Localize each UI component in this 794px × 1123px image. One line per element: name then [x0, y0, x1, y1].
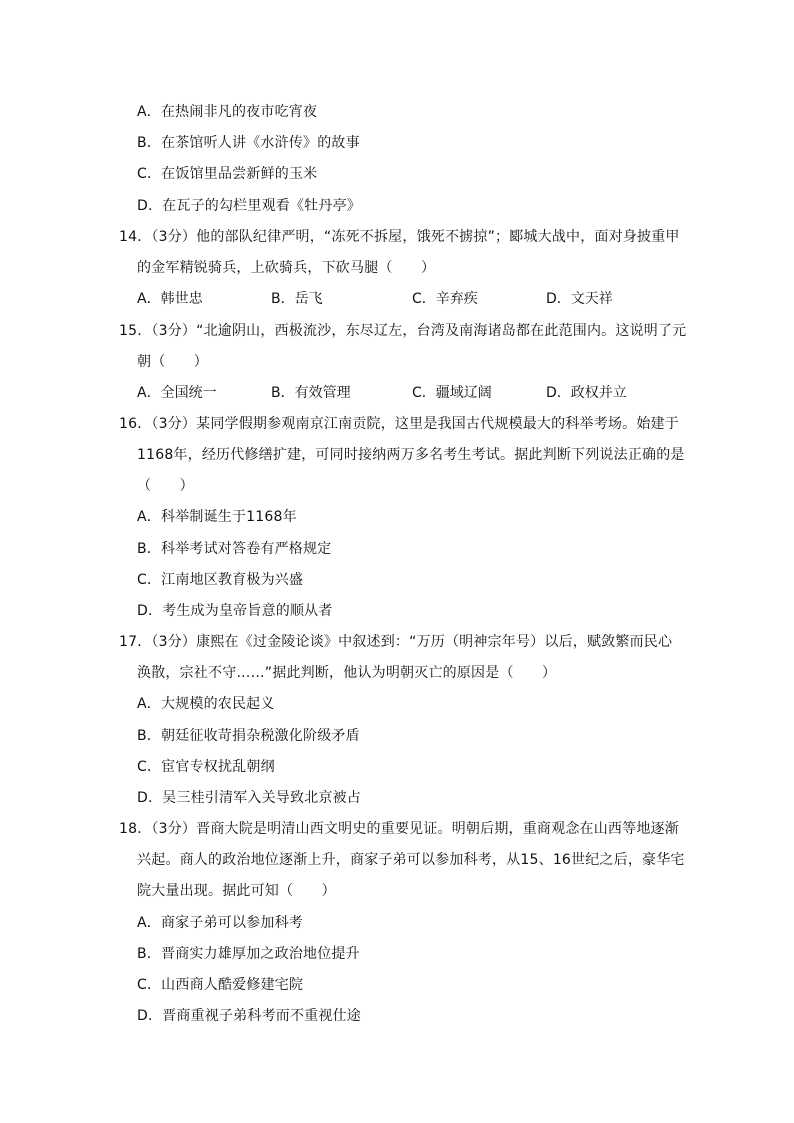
q14-option-a: A．韩世忠	[137, 291, 203, 307]
q18-stem-line-1: 18．（3分）晋商大院是明清山西文明史的重要见证。明朝后期，重商观念在山西等地逐渐	[119, 821, 679, 837]
q17-option-d: D．吴三桂引清军入关导致北京被占	[137, 790, 361, 806]
q15-stem-line-2: 朝（ ）	[137, 354, 208, 370]
q13-option-a: A．在热闹非凡的夜市吃宵夜	[137, 104, 318, 120]
q15-options-row	[0, 383, 794, 403]
q16-stem-line-3: （ ）	[137, 478, 194, 494]
q16-option-a: A．科举制诞生于1168年	[137, 509, 297, 525]
q14-stem-line-2: 的金军精锐骑兵，上砍骑兵，下砍马腿（ ）	[137, 260, 436, 276]
q18-option-d: D．晋商重视子弟科考而不重视仕途	[137, 1008, 361, 1024]
q14-option-b: B．岳飞	[271, 291, 323, 307]
q15-stem-line-1: 15．（3分）“北逾阴山，西极流沙，东尽辽左，台湾及南海诸岛都在此范围内。这说明了元	[119, 323, 687, 339]
q18-stem-line-3: 院大量出现。据此可知（ ）	[137, 883, 336, 899]
q14-option-c: C．辛弃疾	[412, 291, 478, 307]
q16-option-d: D．考生成为皇帝旨意的顺从者	[137, 603, 333, 619]
q16-stem-line-2: 1168年，经历代修缮扩建，可同时接纳两万多名考生考试。据此判断下列说法正确的是	[137, 447, 685, 463]
q15-option-b: B．有效管理	[271, 385, 351, 401]
q14-stem-line-1: 14．（3分）他的部队纪律严明，“冻死不拆屋，饿死不掳掠”；郾城大战中，面对身披重甲	[119, 229, 680, 245]
q17-stem-line-2: 涣散，宗社不守……”据此判断，他认为明朝灭亡的原因是（ ）	[137, 665, 557, 681]
q14-option-d: D．文天祥	[546, 291, 613, 307]
q18-option-c: C．山西商人酷爱修建宅院	[137, 977, 304, 993]
q17-option-c: C．宦官专权扰乱朝纲	[137, 759, 275, 775]
q16-option-c: C．江南地区教育极为兴盛	[137, 572, 304, 588]
q18-stem-line-2: 兴起。商人的政治地位逐渐上升，商家子弟可以参加科考，从15、16世纪之后，豪华宅	[137, 852, 685, 868]
q15-option-d: D．政权并立	[546, 385, 627, 401]
q14-options-row	[0, 289, 794, 309]
q15-option-c: C．疆域辽阔	[412, 385, 492, 401]
q16-stem-line-1: 16．（3分）某同学假期参观南京江南贡院，这里是我国古代规模最大的科举考场。始建于	[119, 416, 679, 432]
q18-option-a: A．商家子弟可以参加科考	[137, 915, 303, 931]
q17-option-b: B．朝廷征收苛捐杂税激化阶级矛盾	[137, 728, 360, 744]
q13-option-c: C．在饭馆里品尝新鲜的玉米	[137, 166, 318, 182]
q18-option-b: B．晋商实力雄厚加之政治地位提升	[137, 946, 360, 962]
q17-option-a: A．大规模的农民起义	[137, 696, 275, 712]
q15-option-a: A．全国统一	[137, 385, 217, 401]
q16-option-b: B．科举考试对答卷有严格规定	[137, 541, 332, 557]
q13-option-b: B．在茶馆听人讲《水浒传》的故事	[137, 135, 360, 151]
q17-stem-line-1: 17．（3分）康熙在《过金陵论谈》中叙述到：“万历（明神宗年号）以后，赋敛繁而民心	[119, 634, 673, 650]
q13-option-d: D．在瓦子的勾栏里观看《牡丹亭》	[137, 198, 361, 214]
